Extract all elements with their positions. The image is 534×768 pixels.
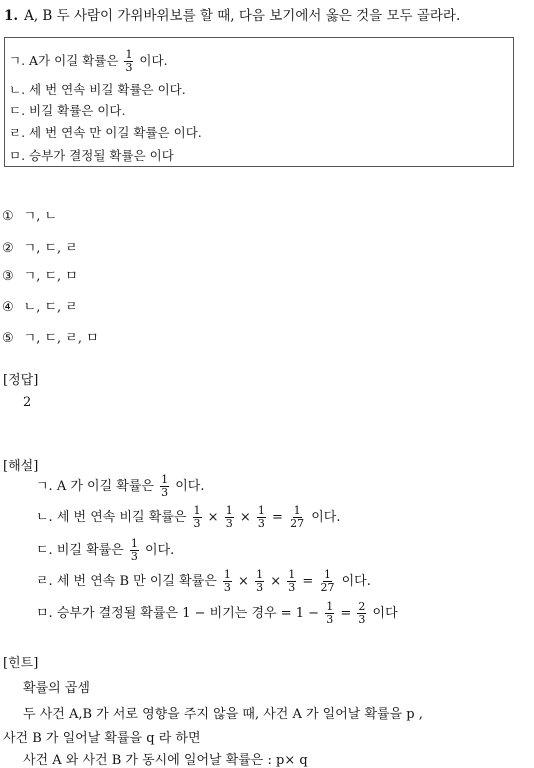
fraction: $\frac{1}{27}$ — [320, 568, 335, 594]
hint-label: [힌트] — [3, 656, 39, 671]
answer-value: 2 — [23, 395, 32, 410]
fraction: $\frac{1}{3}$ — [130, 537, 138, 563]
fraction: $\frac{1}{27}$ — [290, 504, 305, 530]
explanation-label: [해설] — [3, 459, 39, 474]
explanation-line-1: ㄱ. A 가 이길 확률은 $\frac{1}{3}$ 이다. — [36, 473, 205, 499]
fraction: $\frac{1}{3}$ — [256, 568, 264, 594]
hint-line-1: 두 사건 A,B 가 서로 영향을 주지 않을 때, 사건 A 가 일어날 확률을 p , — [23, 707, 423, 722]
box-item-4: ㄹ. 세 번 연속 만 이길 확률은 이다. — [9, 125, 202, 140]
fraction: $\frac{1}{3}$ — [161, 473, 169, 499]
hint-line-3: 사건 A 와 사건 B 가 동시에 일어날 확률은 : p× q — [23, 753, 308, 768]
explanation-line-4: ㄹ. 세 번 연속 B 만 이길 확률은 $\frac{1}{3}$ × $\frac{1}{3}$ × $\frac{1}{3}$ = $\frac{1}{27}$ 이다. — [36, 568, 371, 594]
choice-1[interactable]: ① ㄱ, ㄴ — [2, 209, 58, 224]
hint-title: 확률의 곱셈 — [23, 681, 90, 696]
hint-line-2: 사건 B 가 일어날 확률을 q 라 하면 — [3, 731, 201, 746]
fraction: $\frac{1}{3}$ — [257, 504, 265, 530]
question-text: A, B 두 사람이 가위바위보를 할 때, 다음 보기에서 옳은 것을 모두 골라라. — [24, 8, 461, 24]
fraction: $\frac{1}{3}$ — [288, 568, 296, 594]
explanation-line-5: ㅁ. 승부가 결정될 확률은 1 − 비기는 경우 = 1 − $\frac{1}{3}$ = $\frac{2}{3}$ 이다 — [36, 600, 398, 626]
box-item-1: ㄱ. A가 이길 확률은 $\frac{1}{3}$ 이다. — [9, 48, 168, 74]
choice-4[interactable]: ④ ㄴ, ㄷ, ㄹ — [2, 300, 78, 315]
question-title — [4, 4, 460, 24]
box-item-2: ㄴ. 세 번 연속 비길 확률은 이다. — [9, 82, 186, 97]
choice-2[interactable]: ② ㄱ, ㄷ, ㄹ — [2, 241, 78, 256]
box-item-3: ㄷ. 비길 확률은 이다. — [9, 103, 126, 118]
answer-label: [정답] — [3, 373, 39, 388]
choice-5[interactable]: ⑤ ㄱ, ㄷ, ㄹ, ㅁ — [2, 331, 99, 346]
explanation-line-2: ㄴ. 세 번 연속 비길 확률은 $\frac{1}{3}$ × $\frac{1}{3}$ × $\frac{1}{3}$ = $\frac{1}{27}$ 이다. — [36, 504, 341, 530]
question-number: 1. — [4, 8, 19, 24]
fraction: $\frac{1}{3}$ — [225, 504, 233, 530]
fraction: $\frac{2}{3}$ — [358, 600, 366, 626]
explanation-line-3: ㄷ. 비길 확률은 $\frac{1}{3}$ 이다. — [36, 537, 175, 563]
fraction: $\frac{1}{3}$ — [193, 504, 201, 530]
box-item-5: ㅁ. 승부가 결정될 확률은 이다 — [9, 148, 174, 163]
fraction: $\frac{1}{3}$ — [125, 48, 133, 74]
choice-3[interactable]: ③ ㄱ, ㄷ, ㅁ — [2, 269, 78, 284]
fraction: $\frac{1}{3}$ — [223, 568, 231, 594]
fraction: $\frac{1}{3}$ — [326, 600, 334, 626]
